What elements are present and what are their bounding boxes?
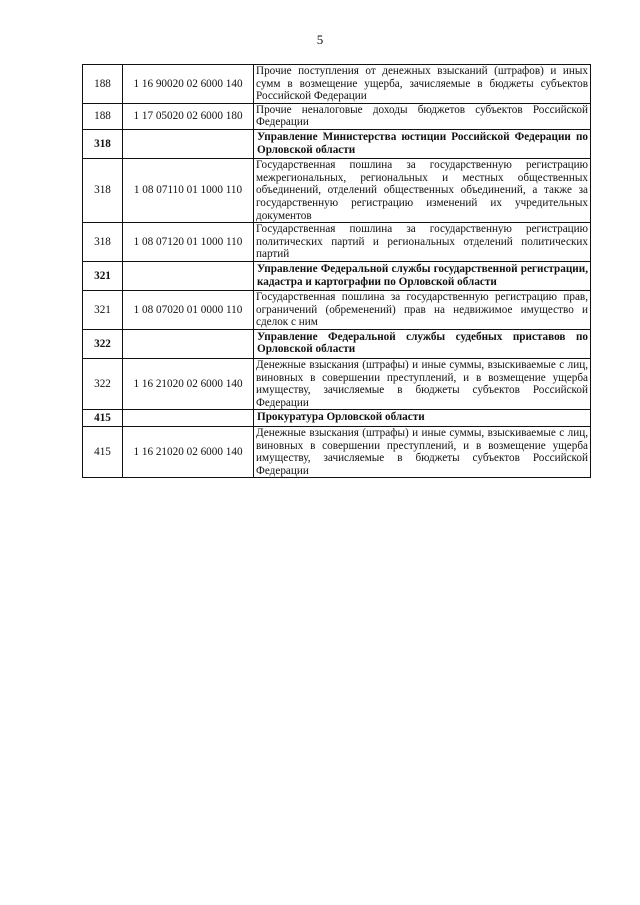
revenue-code-cell: 1 08 07020 01 0000 110	[123, 291, 254, 330]
revenue-code-cell: 1 16 21020 02 6000 140	[123, 359, 254, 410]
admin-code-cell: 188	[83, 65, 123, 104]
table-row	[83, 427, 591, 478]
revenue-name-cell: Государственная пошлина за государственную регистрацию политических партий и региональных отделений политических партий	[254, 223, 591, 262]
table-row	[83, 291, 591, 330]
revenue-code-cell: 1 17 05020 02 6000 180	[123, 103, 254, 129]
revenue-name-cell: Прочие неналоговые доходы бюджетов субъектов Российской Федерации	[254, 103, 591, 129]
revenue-code-cell: 1 08 07110 01 1000 110	[123, 159, 254, 223]
administrator-header-row	[83, 410, 591, 427]
admin-code-cell: 322	[83, 359, 123, 410]
revenue-code-cell	[123, 329, 254, 358]
admin-code-cell: 318	[83, 223, 123, 262]
table-row	[83, 65, 591, 104]
revenue-name-cell: Денежные взыскания (штрафы) и иные суммы, взыскиваемые с лиц, виновных в совершении преступлений, и в возмещение ущерба имуществу, зачисляемые в бюджеты субъектов Российской Федерации	[254, 427, 591, 478]
revenue-code-cell	[123, 410, 254, 427]
admin-code-cell: 188	[83, 103, 123, 129]
admin-code-cell: 321	[83, 291, 123, 330]
revenue-code-cell: 1 16 21020 02 6000 140	[123, 427, 254, 478]
admin-code-cell: 415	[83, 410, 123, 427]
admin-code-cell: 415	[83, 427, 123, 478]
admin-code-cell: 322	[83, 329, 123, 358]
revenue-code-cell: 1 08 07120 01 1000 110	[123, 223, 254, 262]
administrator-name-cell: Управление Федеральной службы государственной регистрации, кадастра и картографии по Орловской области	[254, 261, 591, 290]
administrator-header-row	[83, 129, 591, 158]
table-row	[83, 359, 591, 410]
revenue-name-cell: Денежные взыскания (штрафы) и иные суммы, взыскиваемые с лиц, виновных в совершении преступлений, и в возмещение ущерба имуществу, зачисляемые в бюджеты субъектов Российской Федерации	[254, 359, 591, 410]
admin-code-cell: 321	[83, 261, 123, 290]
administrator-header-row	[83, 329, 591, 358]
page-number: 5	[316, 32, 324, 47]
admin-code-cell: 318	[83, 129, 123, 158]
administrator-name-cell: Прокуратура Орловской области	[254, 410, 591, 427]
revenue-code-cell: 1 16 90020 02 6000 140	[123, 65, 254, 104]
table-row	[83, 223, 591, 262]
table-row	[83, 159, 591, 223]
administrator-name-cell: Управление Федеральной службы судебных приставов по Орловской области	[254, 329, 591, 358]
revenue-code-cell	[123, 129, 254, 158]
revenue-administrators-table	[82, 64, 591, 478]
administrator-name-cell: Управление Министерства юстиции Российской Федерации по Орловской области	[254, 129, 591, 158]
admin-code-cell: 318	[83, 159, 123, 223]
administrator-header-row	[83, 261, 591, 290]
revenue-name-cell: Государственная пошлина за государственную регистрацию прав, ограничений (обременений) прав на недвижимое имущество и сделок с ним	[254, 291, 591, 330]
revenue-name-cell: Прочие поступления от денежных взысканий (штрафов) и иных сумм в возмещение ущерба, зачисляемые в бюджеты субъектов Российской Федерации	[254, 65, 591, 104]
revenue-name-cell: Государственная пошлина за государственную регистрацию межрегиональных, региональных и местных общественных объединений, отделений общественных объединений, а также за государственную регистрацию изменений их учредительных документов	[254, 159, 591, 223]
table-row	[83, 103, 591, 129]
revenue-code-cell	[123, 261, 254, 290]
